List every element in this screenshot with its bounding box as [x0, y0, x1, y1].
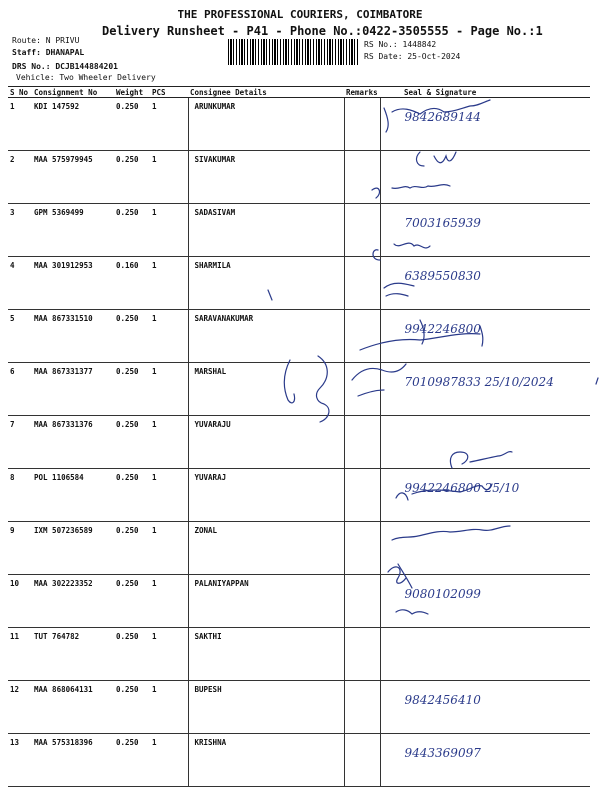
- weight-cell: 0.250: [114, 363, 150, 416]
- sno-cell: 10: [8, 575, 32, 628]
- consignment-no-cell: POL 1106584: [32, 469, 114, 522]
- remarks-cell: [344, 98, 380, 151]
- rs-date: RS Date: 25-Oct-2024: [364, 52, 461, 61]
- remarks-cell: [344, 257, 380, 310]
- table-row: [8, 151, 590, 204]
- table-row: [8, 681, 590, 734]
- barcode-image: [228, 39, 358, 65]
- col-remarks: Remarks: [344, 87, 380, 98]
- sno-cell: 3: [8, 204, 32, 257]
- consignment-no-cell: MAA 302223352: [32, 575, 114, 628]
- pcs-cell: 1: [150, 628, 188, 681]
- table-row: [8, 469, 590, 522]
- sno-cell: 6: [8, 363, 32, 416]
- sno-cell: 2: [8, 151, 32, 204]
- consignment-no-cell: KDI 147592: [32, 98, 114, 151]
- table-row: [8, 575, 590, 628]
- seal-signature-cell: 9842689144: [380, 98, 590, 151]
- staff-text: Staff: DHANAPAL: [12, 48, 85, 57]
- seal-signature-cell: 7003165939: [380, 204, 590, 257]
- weight-cell: 0.250: [114, 151, 150, 204]
- sno-cell: 8: [8, 469, 32, 522]
- col-pcs: PCS: [150, 87, 188, 98]
- table-row: [8, 204, 590, 257]
- consignment-no-cell: MAA 867331510: [32, 310, 114, 363]
- table-row: [8, 98, 590, 151]
- consignee-cell: ARUNKUMAR: [188, 98, 344, 151]
- weight-cell: 0.250: [114, 628, 150, 681]
- weight-cell: 0.250: [114, 681, 150, 734]
- table-row: [8, 628, 590, 681]
- weight-cell: 0.250: [114, 204, 150, 257]
- remarks-cell: [344, 522, 380, 575]
- weight-cell: 0.250: [114, 310, 150, 363]
- seal-signature-cell: 7010987833 25/10/2024: [380, 363, 590, 416]
- consignee-cell: BUPESH: [188, 681, 344, 734]
- consignment-no-cell: TUT 764782: [32, 628, 114, 681]
- seal-signature-cell: 9942246800: [380, 310, 590, 363]
- col-consignee: Consignee Details: [188, 87, 344, 98]
- consignment-no-cell: MAA 867331377: [32, 363, 114, 416]
- seal-signature-cell: 6389550830: [380, 257, 590, 310]
- remarks-cell: [344, 734, 380, 787]
- pcs-cell: 1: [150, 257, 188, 310]
- table-row: [8, 416, 590, 469]
- consignee-cell: PALANIYAPPAN: [188, 575, 344, 628]
- pcs-cell: 1: [150, 469, 188, 522]
- remarks-cell: [344, 575, 380, 628]
- col-seal-signature: Seal & Signature: [380, 87, 590, 98]
- sno-cell: 1: [8, 98, 32, 151]
- seal-signature-cell: [380, 151, 590, 204]
- consignment-no-cell: GPM 5369499: [32, 204, 114, 257]
- drs-number: DRS No.: DCJB144884201: [12, 62, 118, 71]
- weight-cell: 0.250: [114, 734, 150, 787]
- rs-number: RS No.: 1448842: [364, 40, 437, 49]
- table-row: [8, 522, 590, 575]
- weight-cell: 0.250: [114, 522, 150, 575]
- consignee-cell: SADASIVAM: [188, 204, 344, 257]
- seal-signature-cell: [380, 416, 590, 469]
- consignment-no-cell: MAA 868064131: [32, 681, 114, 734]
- remarks-cell: [344, 363, 380, 416]
- route-text: Route: N PRIVU: [12, 36, 80, 45]
- pcs-cell: 1: [150, 151, 188, 204]
- runsheet-table: [8, 86, 590, 787]
- pcs-cell: 1: [150, 575, 188, 628]
- col-sno: S No: [8, 87, 32, 98]
- company-title: THE PROFESSIONAL COURIERS, COIMBATORE: [177, 8, 423, 21]
- weight-cell: 0.250: [114, 98, 150, 151]
- pcs-cell: 1: [150, 204, 188, 257]
- table-row: [8, 363, 590, 416]
- sno-cell: 11: [8, 628, 32, 681]
- sno-cell: 4: [8, 257, 32, 310]
- sno-cell: 9: [8, 522, 32, 575]
- pcs-cell: 1: [150, 416, 188, 469]
- seal-signature-cell: [380, 628, 590, 681]
- weight-cell: 0.250: [114, 469, 150, 522]
- consignment-no-cell: MAA 301912953: [32, 257, 114, 310]
- pcs-cell: 1: [150, 98, 188, 151]
- consignee-cell: SIVAKUMAR: [188, 151, 344, 204]
- seal-signature-cell: 9443369097: [380, 734, 590, 787]
- consignee-cell: YUVARAJ: [188, 469, 344, 522]
- table-header-row: [8, 87, 590, 98]
- seal-signature-cell: [380, 522, 590, 575]
- consignee-cell: SARAVANAKUMAR: [188, 310, 344, 363]
- consignee-cell: SHARMILA: [188, 257, 344, 310]
- consignee-cell: MARSHAL: [188, 363, 344, 416]
- weight-cell: 0.250: [114, 416, 150, 469]
- consignee-cell: SAKTHI: [188, 628, 344, 681]
- sno-cell: 5: [8, 310, 32, 363]
- remarks-cell: [344, 469, 380, 522]
- consignee-cell: ZONAL: [188, 522, 344, 575]
- weight-cell: 0.250: [114, 575, 150, 628]
- consignee-cell: KRISHNA: [188, 734, 344, 787]
- table-row: [8, 734, 590, 787]
- table-row: [8, 257, 590, 310]
- remarks-cell: [344, 628, 380, 681]
- vehicle-text: Vehicle: Two Wheeler Delivery: [16, 73, 156, 82]
- seal-signature-cell: 9942246800 25/10: [380, 469, 590, 522]
- pcs-cell: 1: [150, 522, 188, 575]
- col-weight: Weight: [114, 87, 150, 98]
- remarks-cell: [344, 681, 380, 734]
- col-consignment: Consignment No: [32, 87, 114, 98]
- sno-cell: 7: [8, 416, 32, 469]
- consignee-cell: YUVARAJU: [188, 416, 344, 469]
- remarks-cell: [344, 416, 380, 469]
- remarks-cell: [344, 204, 380, 257]
- consignment-no-cell: MAA 575979945: [32, 151, 114, 204]
- seal-signature-cell: 9080102099: [380, 575, 590, 628]
- pcs-cell: 1: [150, 310, 188, 363]
- table-row: [8, 310, 590, 363]
- pcs-cell: 1: [150, 734, 188, 787]
- remarks-cell: [344, 310, 380, 363]
- consignment-no-cell: MAA 867331376: [32, 416, 114, 469]
- seal-signature-cell: 9842456410: [380, 681, 590, 734]
- sno-cell: 13: [8, 734, 32, 787]
- pcs-cell: 1: [150, 363, 188, 416]
- weight-cell: 0.160: [114, 257, 150, 310]
- consignment-no-cell: MAA 575318396: [32, 734, 114, 787]
- consignment-no-cell: IXM 507236589: [32, 522, 114, 575]
- pcs-cell: 1: [150, 681, 188, 734]
- sno-cell: 12: [8, 681, 32, 734]
- runsheet-title: Delivery Runsheet - P41 - Phone No.:0422-3505555 - Page No.:1: [102, 24, 543, 38]
- remarks-cell: [344, 151, 380, 204]
